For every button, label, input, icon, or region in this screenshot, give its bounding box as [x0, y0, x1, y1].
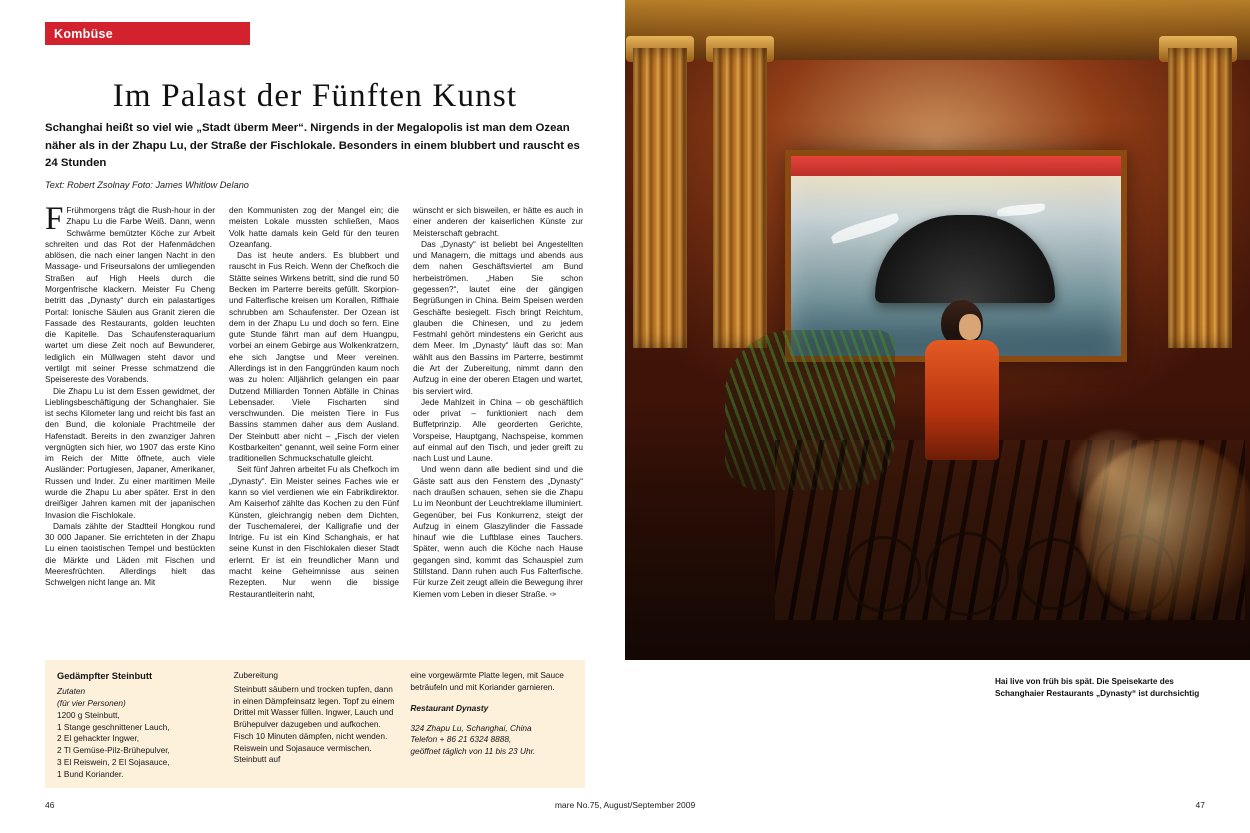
- restaurant-address: 324 Zhapu Lu, Schanghai, China: [410, 722, 532, 733]
- article-column-2: [229, 205, 399, 645]
- recipe-ingredients-column: [57, 670, 220, 780]
- article-columns: [45, 201, 585, 645]
- paragraph: Die Zhapu Lu ist dem Essen gewidmet, der Lieblingsbeschäftigung der Schanghaier. Sie ist sechs Kilometer lang und reicht bis fast an den Bund, die koloniale Prachtmeile der Hafenstadt. Bereits in den zwanziger Jahren vergnügten sich hier, wo 1907 das erste Kino im Reich der Mitte öffnete, auch viele Ausländer: Portugiesen, Japaner, Amerikaner, Russen und Inder. Zu einer maritimen Meile wurde die Zhapu Lu aber später. Erst in den dreißiger Jahren kamen mit der japanischen Invasion die Fischlokale.: [45, 385, 215, 520]
- folio-right: 47: [1195, 800, 1205, 810]
- ionic-column: [633, 48, 687, 348]
- recipe-servings: (für vier Personen): [57, 697, 126, 708]
- preparation-text-continued: eine vorgewärmte Platte legen, mit Sauce beträufeln und mit Koriander garnieren.: [410, 670, 564, 692]
- ingredient-item: 1 Stange geschnittener Lauch,: [57, 721, 170, 732]
- bicycle-wheel: [845, 536, 921, 612]
- ionic-column: [713, 48, 767, 348]
- bicycle-wheel: [925, 532, 1009, 616]
- bicycle-wheel: [1017, 538, 1089, 610]
- ingredient-item: 2 El gehackter Ingwer,: [57, 733, 140, 744]
- paragraph: wünscht er sich bisweilen, er hätte es auch in einer anderen der kaiserlichen Künste zur Meisterschaft gebracht.: [413, 205, 583, 238]
- end-mark: ✑: [549, 589, 557, 599]
- paragraph: den Kommunisten zog der Mangel ein; die meisten Lokale mussten schließen, Maos Volk hatte damals kein Geld für den teuren Ozeanfang.: [229, 205, 399, 249]
- paragraph: Das ist heute anders. Es blubbert und rauscht in Fus Reich. Wenn der Chefkoch die Stätte seines Wirkens betritt, sind die rund 50 Becken im Parterre bereits gefüllt. Skorpion- und Falterfische kreisen um Korallen, Riffhaie schrubben am Schaufenster. Der Ozean ist dem in der Zhapu Lu und doch so fern. Eine gute Stunde fährt man auf dem Huangpu, vorbei an einem Gebirge aus Wolkenkratzern, ehe sich Jangtse und Meer vereinen. Allerdings ist in den Fanggründen kaum noch was zu holen: Alljährlich gelangen ein paar Dutzend Milliarden Tonnen Abfälle in Chinas Lebensader. Viele Fischarten sind verschwunden. Die meisten Tiere in Fus Bassins stammen daher aus dem Ausland. Der Steinbutt aber nicht – „Fisch der vielen Kostbarkeiten“ genannt, weil seine Form einer traditionellen Schmuckschatulle gleicht.: [229, 250, 399, 464]
- restaurant-name: Restaurant Dynasty: [410, 702, 489, 713]
- paragraph: Seit fünf Jahren arbeitet Fu als Chefkoch im „Dynasty“. Ein Meister seines Faches wie er kann so viel verdienen wie ein Fabrikdirektor. Am Kaiserhof zählte das Kochen zu den Fünf Künsten, gleichrangig neben dem Dichten, der Tuschemalerei, der Kalligrafie und der Intrige. Fu ist ein Kind Schanghais, er hat seine Kunst in den Fischlokalen dieser Stadt erlernt. Er ist ein freundlicher Mann und macht keine Geheimnisse aus seinen Rezepten. Nur wenn die bissige Restaurantleiterin naht,: [229, 464, 399, 599]
- ingredient-item: 3 El Reiswein, 2 El Sojasauce,: [57, 756, 170, 767]
- ingredients-heading: Zutaten: [57, 686, 86, 697]
- preparation-text: Steinbutt säubern und trocken tupfen, dann in einen Dämpfeinsatz legen. Topf zu einem Drittel mit Wasser füllen. Ingwer, Lauch und Brühepulver dazugeben und aufkochen. Fisch 10 Minuten dämpfen, nicht wenden. Reiswein und Sojasauce vermischen. Steinbutt auf: [233, 683, 395, 765]
- right-page: [625, 0, 1250, 833]
- standfirst: Schanghai heißt so viel wie „Stadt überm Meer“. Nirgends in der Megalopolis ist man dem Ozean näher als in der Zhapu Lu, der Straße der Fischlokale. Besonders in einem blubbert und rauscht es 24 Stunden: [45, 122, 580, 170]
- byline: Text: Robert Zsolnay Foto: James Whitlow Delano: [45, 180, 249, 190]
- folio-left: 46: [45, 800, 55, 810]
- paragraph: Damals zählte der Stadtteil Hongkou rund 30 000 Japaner. Sie errichteten in der Zhapu Lu einen taoistischen Tempel und bestückten die Märkte und Läden mit Fischen und Meeresfrüchten. Allerdings hielt das Schwelgen nicht lange an. Mit: [45, 520, 215, 588]
- restaurant-hours: geöffnet täglich von 11 bis 23 Uhr.: [410, 746, 536, 757]
- ionic-column: [1168, 48, 1232, 348]
- recipe-restaurant-column: [410, 670, 573, 780]
- article-column-1: [45, 201, 215, 645]
- drop-cap: F: [45, 201, 64, 237]
- section-tag: Kombüse: [45, 22, 250, 45]
- photo-caption: Hai live von früh bis spät. Die Speisekarte des Schanghaier Restaurants „Dynasty“ ist durchsichtig: [995, 677, 1200, 698]
- ingredient-item: 1200 g Steinbutt,: [57, 709, 120, 720]
- red-banner: [791, 156, 1121, 176]
- bokeh-light: [1070, 430, 1160, 520]
- paragraph: Das „Dynasty“ ist beliebt bei Angestellten und Managern, die mittags und abends aus dem nahen Geschäftsviertel am Bund herbeiströmen. „Haben Sie schon gegessen?“, lautet eine der gängigen Begrüßungen in China. Beim Speisen werden Geschäfte besiegelt. Fisch bringt Reichtum, glauben die Chinesen, und zu jedem Festmahl gehört mindestens ein Gericht aus dem Meer. Im „Dynasty“ läuft das so: Man wählt aus den Bassins im Parterre, bestimmt die Art der Zubereitung, nimmt dann den Aufzug in eine der oberen Etagen und wartet, bis serviert wird.: [413, 238, 583, 396]
- paragraph: F Frühmorgens trägt die Rush-hour in der Zhapu Lu die Farbe Weiß. Dann, wenn Schwärme bemützter Köche zur Arbeit schreiten und das Rot der Hafenmädchen ablösen, die nach einer langen Nacht in den Massage- und Friseursalons der umliegenden Straßen auf High Heels durch die Morgenfrische klackern. Meister Fu Cheng betritt das „Dynasty“ durch ein palastartiges Portal: Ionische Säulen aus Granit zieren die Fassade des Restaurants, golden leuchten die Kapitelle. Das Schaufensteraquarium wartet um diese Zeit noch auf Bewunderer, lediglich ein Müllwagen steht davor und vertilgt mit seiner Presse schmatzend die Speisereste des Vorabends.: [45, 201, 215, 385]
- paragraph: Und wenn dann alle bedient sind und die Gäste satt aus den Fenstern des „Dynasty“ nach draußen schauen, sehen sie die Zhapu Lu im Neonbunt der Leuchtreklame illuminiert. Gegenüber, bei Fus Konkurrenz, steigt der Aufzug in einem Glaszylinder die Fassade hinauf wie die Luftblase eines Tauchers. Später, wenn auch die Köche nach Hause gegangen sind, kommt das Schauspiel zum Stillstand. Dann ruhen auch Fus Falterfische. Für kurze Zeit zeugt allein die Bewegung ihrer Kiemen vom Leben in dieser Straße. ✑: [413, 464, 583, 599]
- pedestrian-face: [959, 314, 981, 340]
- recipe-preparation-column: [234, 670, 397, 780]
- restaurant-photograph: [625, 0, 1250, 660]
- folio-center: mare No.75, August/September 2009: [554, 800, 696, 810]
- pedestrian-body: [925, 340, 999, 460]
- restaurant-phone: Telefon + 86 21 6324 8888,: [410, 734, 512, 745]
- recipe-box: [45, 660, 585, 788]
- ingredient-item: 2 Tl Gemüse-Pilz-Brühepulver,: [57, 745, 170, 756]
- preparation-heading: Zubereitung: [233, 670, 278, 680]
- page-title: Im Palast der Fünften Kunst: [112, 78, 518, 114]
- article-column-3: [413, 205, 583, 645]
- ingredient-item: 1 Bund Koriander.: [57, 768, 124, 779]
- paragraph: Jede Mahlzeit in China – ob geschäftlich oder privat – funktioniert nach dem Buffetprinzip. Alle georderten Gerichte, Vorspeise, Hauptgang, Nachspeise, kommen auf einmal auf den Tisch, und jeder greift zu nach Lust und Laune.: [413, 396, 583, 464]
- recipe-title: Gedämpfter Steinbutt: [57, 671, 153, 681]
